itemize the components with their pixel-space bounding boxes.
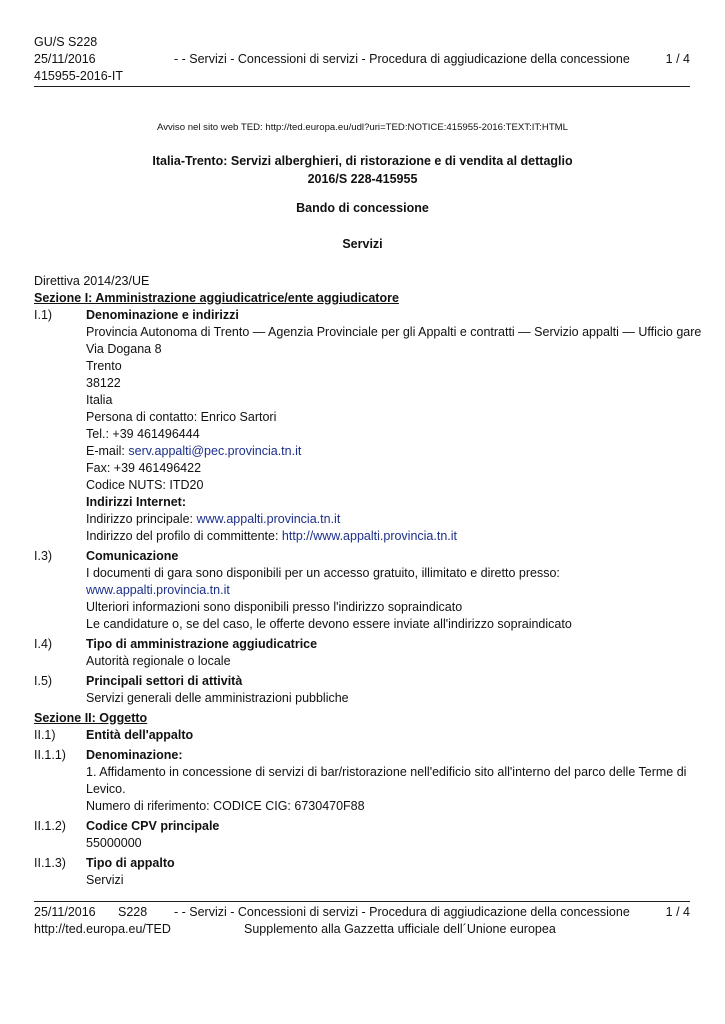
documents-link[interactable]: www.appalti.provincia.tn.it xyxy=(86,583,230,597)
documents-text: I documenti di gara sono disponibili per un accesso gratuito, illimitato e diretto presso: xyxy=(86,566,560,580)
street-address: Via Dogana 8 xyxy=(86,342,162,356)
header-title: - - Servizi - Concessioni di servizi - Procedura di aggiudicazione della concessione xyxy=(174,52,630,66)
authority-name: Provincia Autonoma di Trento — Agenzia Provinciale per gli Appalti e contratti — Servizio appalti — Ufficio gare xyxy=(86,325,702,339)
buyer-profile-row xyxy=(86,528,694,545)
buyer-profile-label: Indirizzo del profilo di committente: xyxy=(86,529,282,543)
notice-body xyxy=(34,273,702,889)
section-number: II.1) xyxy=(34,728,56,742)
section-ii13 xyxy=(34,855,694,889)
directive: Direttiva 2014/23/UE xyxy=(34,274,150,288)
header-notice-id: 415955-2016-IT xyxy=(34,69,123,83)
header-date: 25/11/2016 xyxy=(34,52,96,66)
section-number: II.1.2) xyxy=(34,819,66,833)
main-address-label: Indirizzo principale: xyxy=(86,512,197,526)
notice-type: Bando di concessione xyxy=(296,201,429,215)
country: Italia xyxy=(86,393,113,407)
contract-type-value: Servizi xyxy=(86,873,124,887)
section-number: I.3) xyxy=(34,549,53,563)
section-i1 xyxy=(34,307,702,545)
section-number: I.1) xyxy=(34,308,53,322)
cpv-code: 55000000 xyxy=(86,836,142,850)
main-address-link[interactable]: www.appalti.provincia.tn.it xyxy=(196,512,341,526)
telephone: Tel.: +39 461496444 xyxy=(86,427,200,441)
notice-title-line2: 2016/S 228-415955 xyxy=(307,172,418,186)
notice-title xyxy=(0,152,725,188)
email-row xyxy=(86,443,694,460)
section-heading: Tipo di amministrazione aggiudicatrice xyxy=(86,637,318,651)
city: Trento xyxy=(86,359,122,373)
section-ii12 xyxy=(34,818,694,852)
section-number: II.1.3) xyxy=(34,856,66,870)
section-number: I.4) xyxy=(34,637,53,651)
section-number: I.5) xyxy=(34,674,53,688)
further-info-text: Ulteriori informazioni sono disponibili presso l'indirizzo sopraindicato xyxy=(86,600,463,614)
section-2-title: Sezione II: Oggetto xyxy=(34,711,148,725)
buyer-profile-link[interactable]: http://www.appalti.provincia.tn.it xyxy=(281,529,458,543)
footer-title: - - Servizi - Concessioni di servizi - Procedura di aggiudicazione della concessione xyxy=(174,905,630,919)
authority-type: Autorità regionale o locale xyxy=(86,654,231,668)
fax: Fax: +39 461496422 xyxy=(86,461,202,475)
section-ii1 xyxy=(34,727,694,744)
contact-person: Persona di contatto: Enrico Sartori xyxy=(86,410,277,424)
section-heading: Tipo di appalto xyxy=(86,856,175,870)
submission-text: Le candidature o, se del caso, le offerte devono essere inviate all'indirizzo sopraindicato xyxy=(86,617,572,631)
section-heading: Codice CPV principale xyxy=(86,819,220,833)
contract-type: Servizi xyxy=(342,237,383,251)
header-page-number: 1 / 4 xyxy=(665,52,690,66)
contract-title: 1. Affidamento in concessione di servizi di bar/ristorazione nell'edificio sito all'interno del parco delle Terme di Levico. xyxy=(86,765,687,796)
header-left xyxy=(34,34,123,85)
section-heading: Denominazione e indirizzi xyxy=(86,308,239,322)
section-i3 xyxy=(34,548,694,633)
email-label: E-mail: xyxy=(86,444,129,458)
footer-page-number: 1 / 4 xyxy=(665,905,690,919)
section-heading: Principali settori di attività xyxy=(86,674,243,688)
header-rule xyxy=(34,86,690,87)
ted-notice-link[interactable]: Avviso nel sito web TED: http://ted.europa.eu/udl?uri=TED:NOTICE:415955-2016:TEXT:IT:HTML xyxy=(156,122,569,133)
section-heading: Entità dell'appalto xyxy=(86,728,194,742)
footer-supplement: Supplemento alla Gazzetta ufficiale dell´Unione europea xyxy=(244,922,556,936)
footer-issue: S228 xyxy=(118,905,148,919)
section-heading: Comunicazione xyxy=(86,549,179,563)
main-activity: Servizi generali delle amministrazioni pubbliche xyxy=(86,691,349,705)
section-i4 xyxy=(34,636,694,670)
section-i5 xyxy=(34,673,694,707)
reference-number: Numero di riferimento: CODICE CIG: 6730470F88 xyxy=(86,799,365,813)
section-ii11 xyxy=(34,747,694,815)
internet-addresses-heading: Indirizzi Internet: xyxy=(86,495,186,509)
footer-rule xyxy=(34,901,690,902)
nuts-code: Codice NUTS: ITD20 xyxy=(86,478,204,492)
main-address-row xyxy=(86,511,694,528)
notice-title-line1: Italia-Trento: Servizi alberghieri, di ristorazione e di vendita al dettaglio xyxy=(152,154,573,168)
section-heading: Denominazione: xyxy=(86,748,183,762)
section-1-title: Sezione I: Amministrazione aggiudicatrice/ente aggiudicatore xyxy=(34,291,399,305)
email-link[interactable]: serv.appalti@pec.provincia.tn.it xyxy=(128,444,302,458)
section-number: II.1.1) xyxy=(34,748,66,762)
postal-code: 38122 xyxy=(86,376,121,390)
footer-url[interactable]: http://ted.europa.eu/TED xyxy=(34,922,171,936)
footer-date: 25/11/2016 xyxy=(34,905,96,919)
header-gu: GU/S S228 xyxy=(34,35,98,49)
